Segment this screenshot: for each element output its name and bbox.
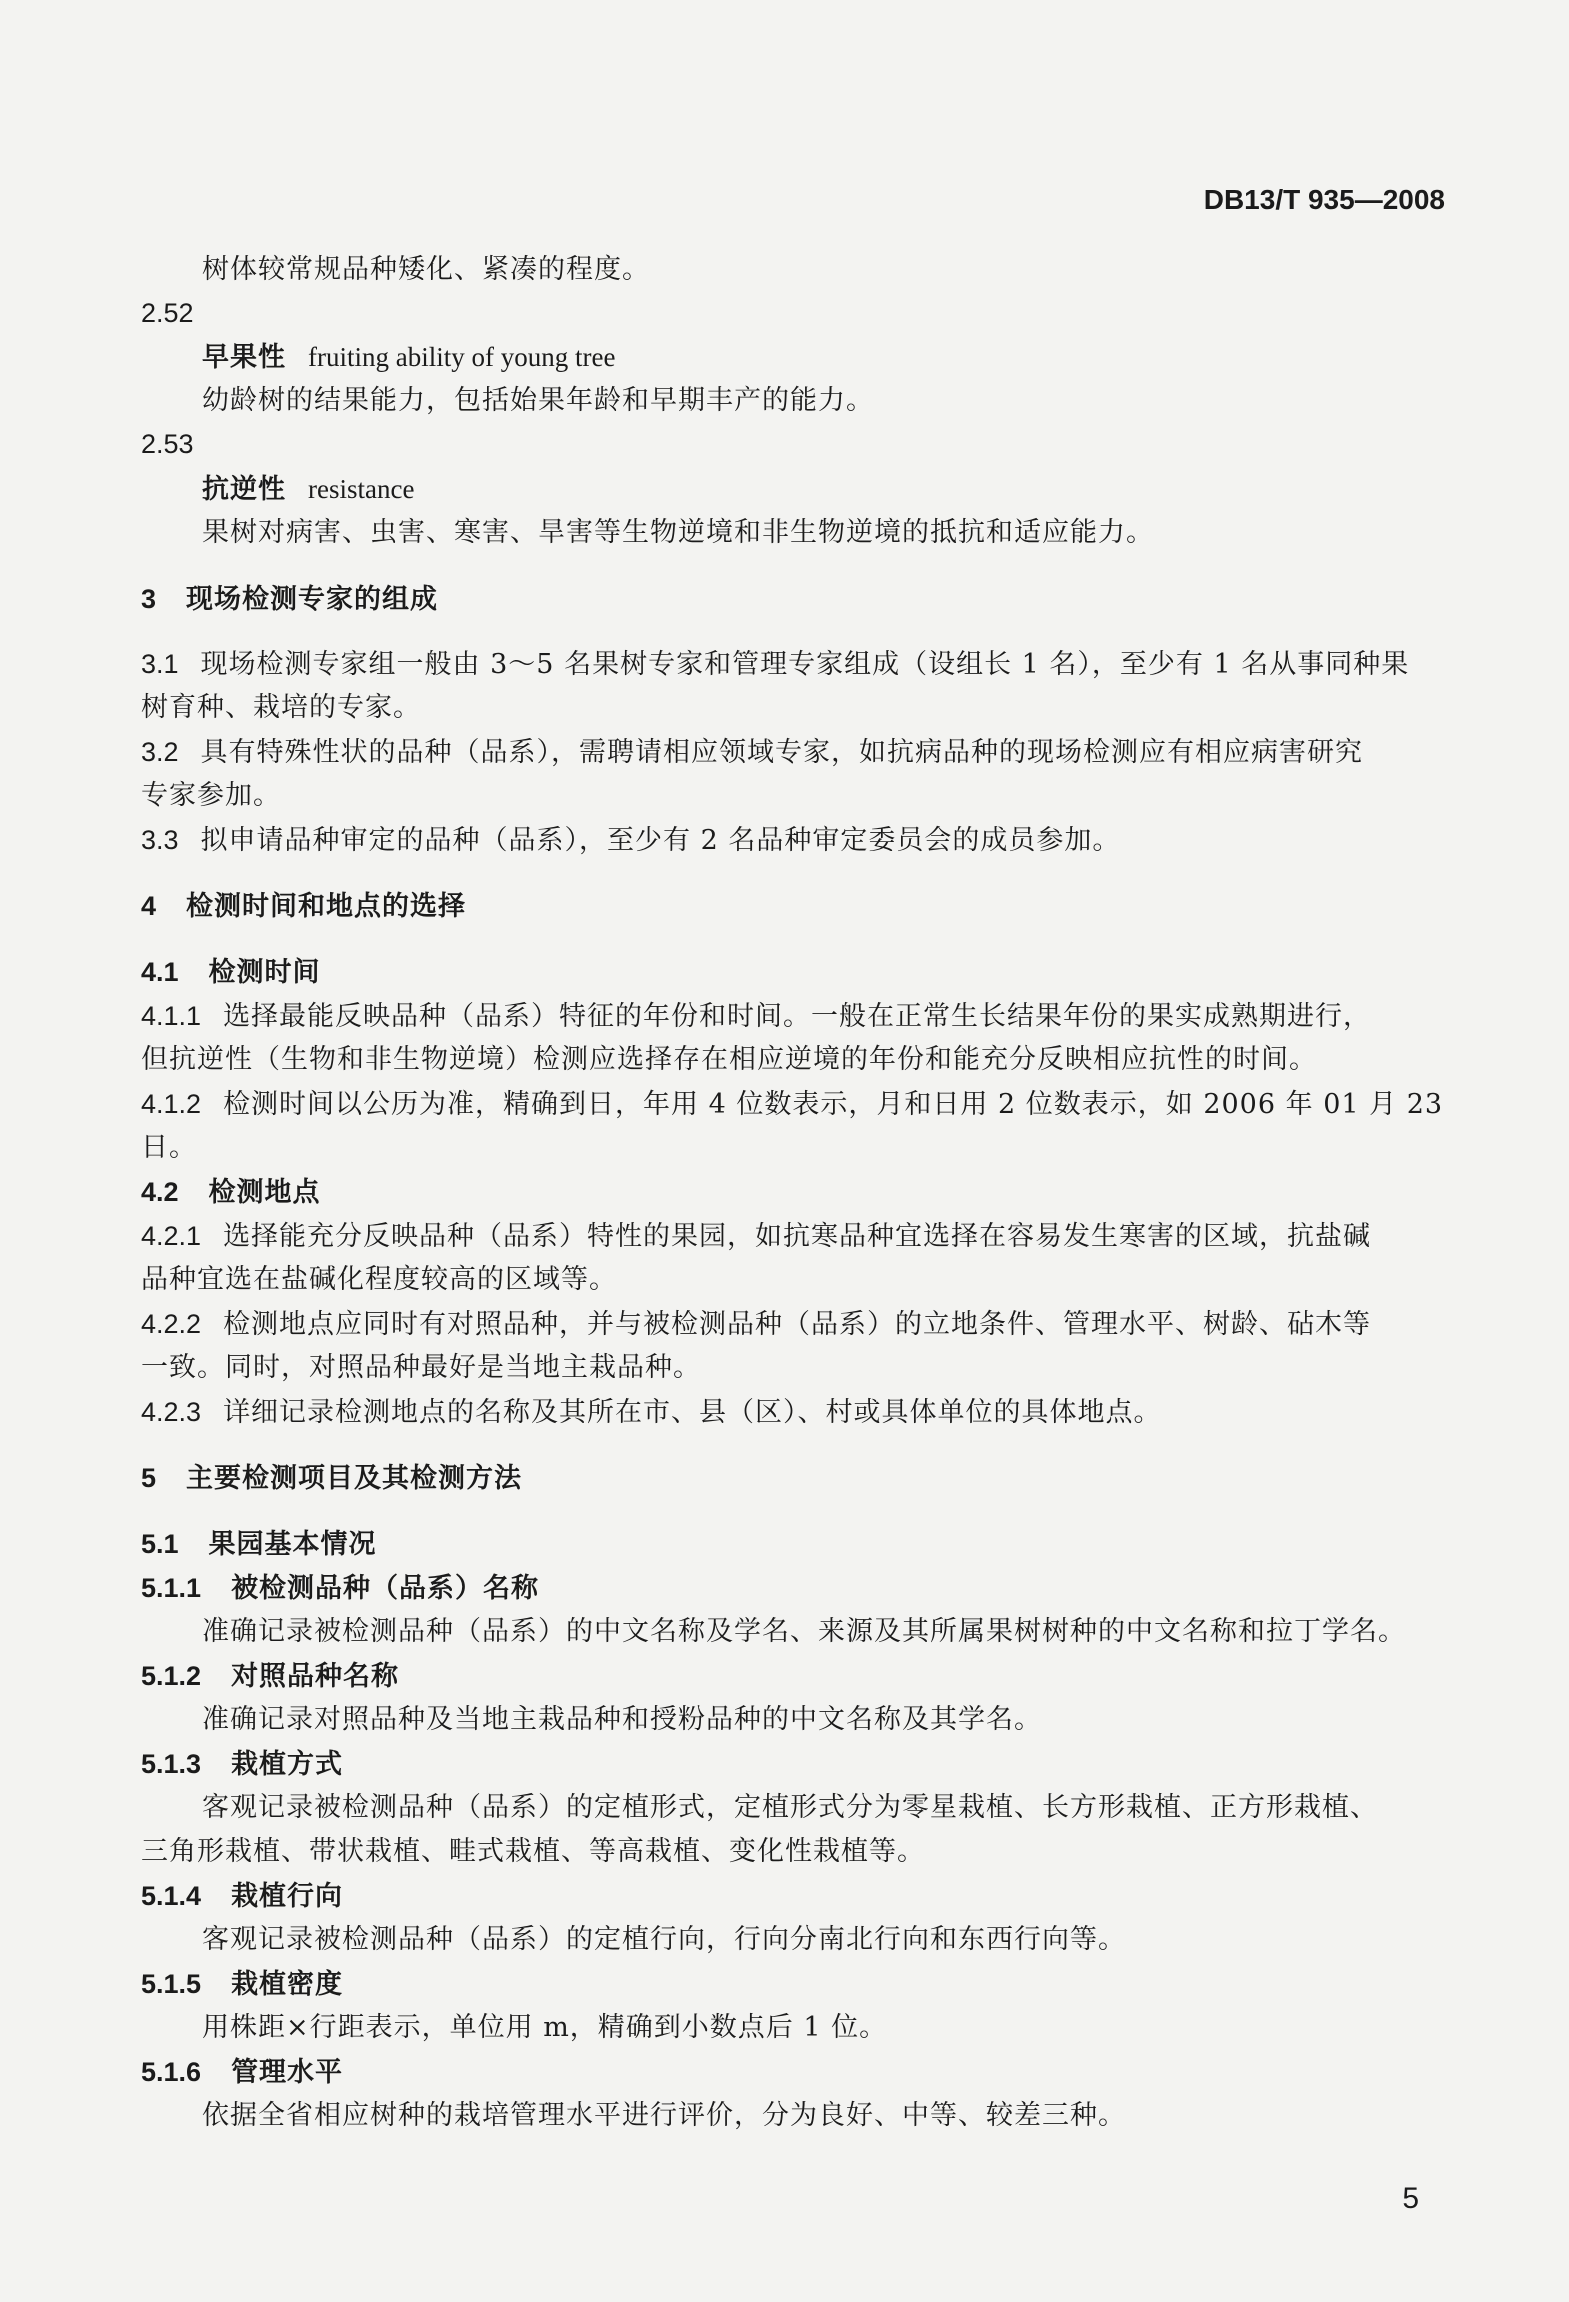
term-entry [202, 471, 414, 508]
clause-heading: 5.1.2 对照品种名称 [141, 1661, 400, 1692]
paragraph-line: 树体较常规品种矮化、紧凑的程度。 [202, 254, 650, 285]
paragraph-line: 4.1.1 选择最能反映品种（品系）特征的年份和时间。一般在正常生长结果年份的果实成熟期进行， [141, 1001, 1372, 1032]
paragraph-line: 树育种、栽培的专家。 [141, 692, 421, 723]
paragraph-line: 果树对病害、虫害、寒害、旱害等生物逆境和非生物逆境的抵抗和适应能力。 [202, 517, 1154, 548]
term-entry [202, 339, 615, 376]
paragraph-line: 3.2 具有特殊性状的品种（品系），需聘请相应领域专家，如抗病品种的现场检测应有相应病害研究 [141, 737, 1364, 768]
section-heading: 5 主要检测项目及其检测方法 [141, 1463, 523, 1494]
paragraph-line: 准确记录被检测品种（品系）的中文名称及学名、来源及其所属果树树种的中文名称和拉丁学名。 [202, 1616, 1406, 1647]
paragraph-line: 3.1 现场检测专家组一般由 3～5 名果树专家和管理专家组成（设组长 1 名），至少有 1 名从事同种果 [141, 649, 1410, 680]
clause-heading: 5.1.1 被检测品种（品系）名称 [141, 1573, 540, 1604]
paragraph-line: 但抗逆性（生物和非生物逆境）检测应选择存在相应逆境的年份和能充分反映相应抗性的时间。 [141, 1044, 1317, 1075]
paragraph-line: 客观记录被检测品种（品系）的定植行向，行向分南北行向和东西行向等。 [202, 1924, 1126, 1955]
subsection-heading: 4.2 检测地点 [141, 1177, 321, 1208]
section-heading: 3 现场检测专家的组成 [141, 584, 439, 615]
section-heading: 4 检测时间和地点的选择 [141, 891, 467, 922]
paragraph-line: 用株距×行距表示，单位用 m，精确到小数点后 1 位。 [202, 2012, 888, 2043]
clause-number: 2.52 [141, 298, 194, 328]
paragraph-line: 4.1.2 检测时间以公历为准，精确到日，年用 4 位数表示，月和日用 2 位数表示，如 2006 年 01 月 23 [141, 1089, 1444, 1120]
clause-heading: 5.1.6 管理水平 [141, 2057, 344, 2088]
paragraph-line: 客观记录被检测品种（品系）的定植形式，定植形式分为零星栽植、长方形栽植、正方形栽植、 [202, 1792, 1378, 1823]
term-en: fruiting ability of young tree [308, 342, 616, 372]
clause-heading: 5.1.3 栽植方式 [141, 1749, 344, 1780]
paragraph-line: 4.2.1 选择能充分反映品种（品系）特性的果园，如抗寒品种宜选择在容易发生寒害的区域，抗盐碱 [141, 1221, 1372, 1252]
paragraph-line: 日。 [141, 1132, 197, 1163]
paragraph-line: 三角形栽植、带状栽植、畦式栽植、等高栽植、变化性栽植等。 [141, 1836, 925, 1867]
paragraph-line: 4.2.3 详细记录检测地点的名称及其所在市、县（区）、村或具体单位的具体地点。 [141, 1397, 1162, 1428]
term-zh: 抗逆性 [202, 474, 286, 505]
document-id: DB13/T 935—2008 [1203, 184, 1445, 215]
page-number: 5 [1402, 2182, 1419, 2215]
clause-number: 2.53 [141, 429, 194, 459]
paragraph-line: 依据全省相应树种的栽培管理水平进行评价，分为良好、中等、较差三种。 [202, 2100, 1126, 2131]
paragraph-line: 品种宜选在盐碱化程度较高的区域等。 [141, 1264, 617, 1295]
term-zh: 早果性 [202, 342, 286, 373]
paragraph-line: 准确记录对照品种及当地主栽品种和授粉品种的中文名称及其学名。 [202, 1704, 1042, 1735]
paragraph-line: 一致。同时，对照品种最好是当地主栽品种。 [141, 1352, 701, 1383]
subsection-heading: 5.1 果园基本情况 [141, 1529, 377, 1560]
clause-heading: 5.1.5 栽植密度 [141, 1969, 344, 2000]
paragraph-line: 4.2.2 检测地点应同时有对照品种，并与被检测品种（品系）的立地条件、管理水平、树龄、砧木等 [141, 1309, 1372, 1340]
clause-heading: 5.1.4 栽植行向 [141, 1881, 344, 1912]
subsection-heading: 4.1 检测时间 [141, 957, 321, 988]
term-en: resistance [308, 474, 415, 504]
paragraph-line: 幼龄树的结果能力，包括始果年龄和早期丰产的能力。 [202, 385, 874, 416]
paragraph-line: 3.3 拟申请品种审定的品种（品系），至少有 2 名品种审定委员会的成员参加。 [141, 825, 1121, 856]
paragraph-line: 专家参加。 [141, 780, 281, 811]
